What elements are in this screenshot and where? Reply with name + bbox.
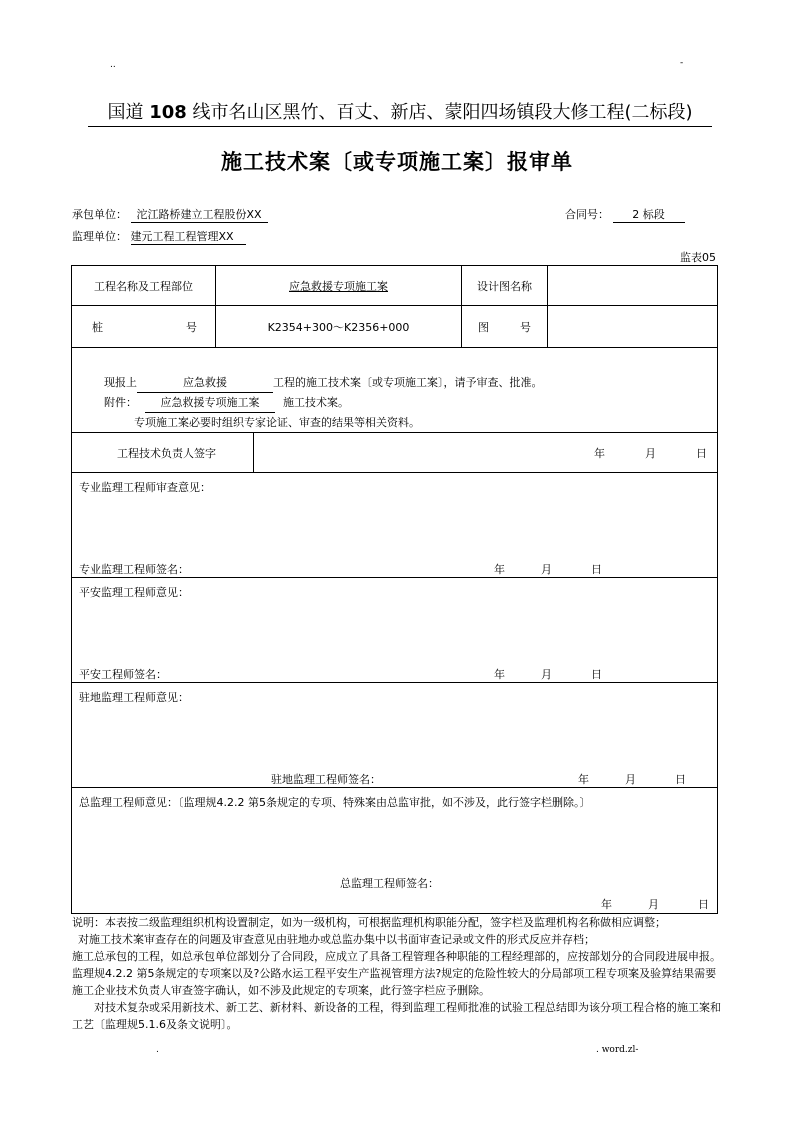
specialist-year: 年 bbox=[494, 563, 505, 576]
figure-label-b: 号 bbox=[520, 320, 531, 334]
row-specialist bbox=[72, 473, 718, 578]
project-name bbox=[88, 98, 712, 127]
drawing-name-label: 设计图名称 bbox=[462, 266, 548, 306]
submission-text-a: 现报上 bbox=[104, 376, 137, 389]
project-part-label: 工程名称及工程部位 bbox=[72, 266, 216, 306]
header-mark-left: .. bbox=[110, 60, 116, 70]
contractor-value: 沱江路桥建立工程股份XX bbox=[131, 206, 268, 223]
chief-sign: 总监理工程师签名： bbox=[340, 877, 439, 890]
drawing-name-value bbox=[548, 266, 718, 306]
attachment-fill: 应急救援专项施工案 bbox=[145, 393, 275, 413]
approval-form-table bbox=[71, 265, 718, 914]
chief-month: 月 bbox=[648, 898, 659, 911]
project-rest: 线市名山区黑竹、百丈、新店、蒙阳四场镇段大修工程(二标段) bbox=[192, 102, 693, 123]
resident-year: 年 bbox=[578, 773, 589, 786]
contract-no-value: 2 标段 bbox=[613, 206, 685, 223]
resident-label: 驻地监理工程师意见： bbox=[79, 691, 189, 704]
form-code: 监表05 bbox=[680, 251, 716, 264]
figure-no-label-cell bbox=[462, 306, 548, 348]
specialist-cell bbox=[72, 473, 718, 578]
project-part-value-cell bbox=[216, 266, 462, 306]
project-part-value: 应急救援专项施工案 bbox=[289, 279, 388, 293]
attachment-label: 附件： bbox=[104, 396, 137, 409]
tech-lead-label: 工程技术负责人签字 bbox=[72, 433, 254, 473]
submission-cell bbox=[72, 348, 718, 433]
submission-text-b: 工程的施工技术案〔或专项施工案〕，请予审查、批准。 bbox=[273, 376, 543, 389]
specialist-month: 月 bbox=[541, 563, 552, 576]
row-tech-lead bbox=[72, 433, 718, 473]
submission-line-2 bbox=[104, 393, 717, 413]
resident-cell bbox=[72, 683, 718, 788]
safety-month: 月 bbox=[541, 668, 552, 681]
contractor-line bbox=[72, 206, 268, 223]
safety-cell bbox=[72, 578, 718, 683]
resident-day: 日 bbox=[675, 773, 686, 786]
notes-section bbox=[72, 914, 724, 1033]
resident-month: 月 bbox=[625, 773, 636, 786]
chief-label: 总监理工程师意见：〔监理规4.2.2 第5条规定的专项、特殊案由总监审批，如不涉及，此行签字栏删除。〕 bbox=[79, 796, 591, 809]
stake-label-a: 桩 bbox=[92, 320, 103, 334]
safety-label: 平安监理工程师意见： bbox=[79, 586, 189, 599]
safety-year: 年 bbox=[494, 668, 505, 681]
tech-lead-day: 日 bbox=[696, 446, 707, 460]
form-title: 施工技术案〔或专项施工案〕报审单 bbox=[221, 150, 573, 174]
contractor-label: 承包单位： bbox=[72, 208, 127, 221]
note-3: 施工总承包的工程，如总承包单位部划分了合同段，应成立了具备工程管理各种职能的工程经理部的，应按部划分的合同段进展申报。监理规4.2.2 第5条规定的专项案以及?公路水运工程平安生产监视管理方法?规定的危险性较大的分局部项工程专项案及验算结果需要施工企业技术负责人审查签字确认，如不涉及此规定的专项案，此行签字栏应予删除。 bbox=[72, 950, 721, 997]
figure-label-a: 图 bbox=[478, 320, 489, 334]
note-2: 对施工技术案审查存在的问题及审查意见由驻地办或总监办集中以书面审查记录或文件的形式反应并存档； bbox=[78, 933, 595, 946]
tech-lead-month: 月 bbox=[645, 446, 656, 460]
specialist-sign: 专业监理工程师签名： bbox=[79, 563, 189, 576]
chief-day: 日 bbox=[698, 898, 709, 911]
supervisor-line bbox=[72, 228, 246, 245]
supervisor-label: 监理单位： bbox=[72, 230, 127, 243]
footer-mark-left: . bbox=[156, 1045, 159, 1055]
row-submission bbox=[72, 348, 718, 433]
header-mark-right: - bbox=[680, 58, 684, 68]
submission-line-3: 专项施工案必要时组织专家论证、审查的结果等相关资料。 bbox=[134, 416, 420, 429]
contract-no-label: 合同号： bbox=[565, 208, 609, 221]
chief-cell bbox=[72, 788, 718, 914]
row-stake bbox=[72, 306, 718, 348]
footer-mark-right: . word.zl- bbox=[596, 1045, 639, 1055]
project-road-number: 108 bbox=[149, 102, 187, 123]
stake-label-b: 号 bbox=[186, 320, 197, 334]
safety-day: 日 bbox=[591, 668, 602, 681]
contract-no-line bbox=[565, 206, 685, 223]
note-4: 对技术复杂或采用新技术、新工艺、新材料、新设备的工程，得到监理工程师批准的试验工程总结即为该分项工程合格的施工案和工艺〔监理规5.1.6及条文说明〕。 bbox=[72, 1001, 721, 1031]
row-safety bbox=[72, 578, 718, 683]
note-1: 说明：本表按二级监理组织机构设置制定，如为一级机构，可根据监理机构职能分配，签字栏及监理机构名称做相应调整； bbox=[72, 916, 666, 929]
project-prefix: 国道 bbox=[107, 102, 144, 123]
stake-value: K2354+300～K2356+000 bbox=[216, 306, 462, 348]
supervisor-value: 建元工程工程管理XX bbox=[131, 228, 246, 245]
safety-sign: 平安工程师签名： bbox=[79, 668, 167, 681]
specialist-label: 专业监理工程师审查意见： bbox=[79, 481, 211, 494]
row-project-name bbox=[72, 266, 718, 306]
attachment-text: 施工技术案。 bbox=[283, 396, 349, 409]
resident-sign: 驻地监理工程师签名： bbox=[271, 773, 381, 786]
specialist-day: 日 bbox=[591, 563, 602, 576]
row-chief bbox=[72, 788, 718, 914]
figure-no-value bbox=[548, 306, 718, 348]
tech-lead-year: 年 bbox=[594, 446, 605, 460]
stake-label-cell bbox=[72, 306, 216, 348]
row-resident bbox=[72, 683, 718, 788]
submission-line-1 bbox=[104, 373, 717, 393]
submission-fill-1: 应急救援 bbox=[137, 373, 273, 393]
chief-year: 年 bbox=[601, 898, 612, 911]
tech-lead-sign-cell bbox=[254, 433, 718, 473]
